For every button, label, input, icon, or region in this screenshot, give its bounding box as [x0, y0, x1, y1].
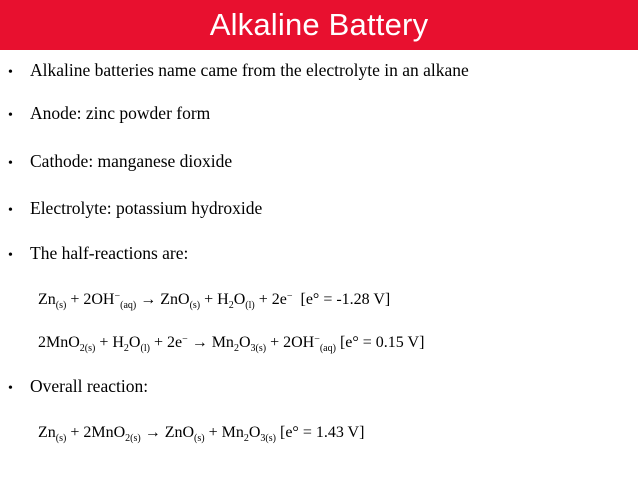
overall-reaction: $Zn_{(s)} + 2MnO_{2(s)} \to ZnO_{(s)} + Mn_2O_{3(s)}$ [e° = 1.43 V]: [38, 424, 365, 444]
bullet-dot: •: [8, 203, 13, 218]
bullet-dot: •: [8, 108, 13, 123]
bullet-dot: •: [8, 65, 13, 80]
bullet-item: [8, 376, 148, 399]
half-reaction-anode: $Zn_{(s)} + 2OH^-_{(aq)} \to ZnO_{(s)} + H_2O_{(l)} + 2e^-$ [e° = -1.28 V]: [38, 291, 391, 311]
bullet-item: [8, 60, 469, 83]
bullet-text: Alkaline batteries name came from the electrolyte in an alkane: [30, 60, 469, 80]
bullet-text: Cathode: manganese dioxide: [30, 151, 233, 171]
half-reaction-cathode: $2MnO_{2(s)} + H_2O_{(l)} + 2e^- \to Mn_2O_{3(s)} + 2OH^-_{(aq)}$ [e° = 0.15 V]: [38, 334, 425, 354]
bullet-item: [8, 243, 188, 266]
bullet-dot: •: [8, 248, 13, 263]
bullet-text: The half-reactions are:: [30, 243, 189, 263]
bullet-dot: •: [8, 381, 13, 396]
bullet-item: [8, 151, 232, 174]
bullet-text: Anode: zinc powder form: [30, 103, 211, 123]
bullet-text: Electrolyte: potassium hydroxide: [30, 198, 263, 218]
bullet-item: [8, 103, 210, 126]
bullet-dot: •: [8, 156, 13, 171]
bullet-item: [8, 198, 262, 221]
bullet-text: Overall reaction:: [30, 376, 149, 396]
title-bar: [0, 0, 638, 50]
slide-title: Alkaline Battery: [209, 7, 429, 42]
